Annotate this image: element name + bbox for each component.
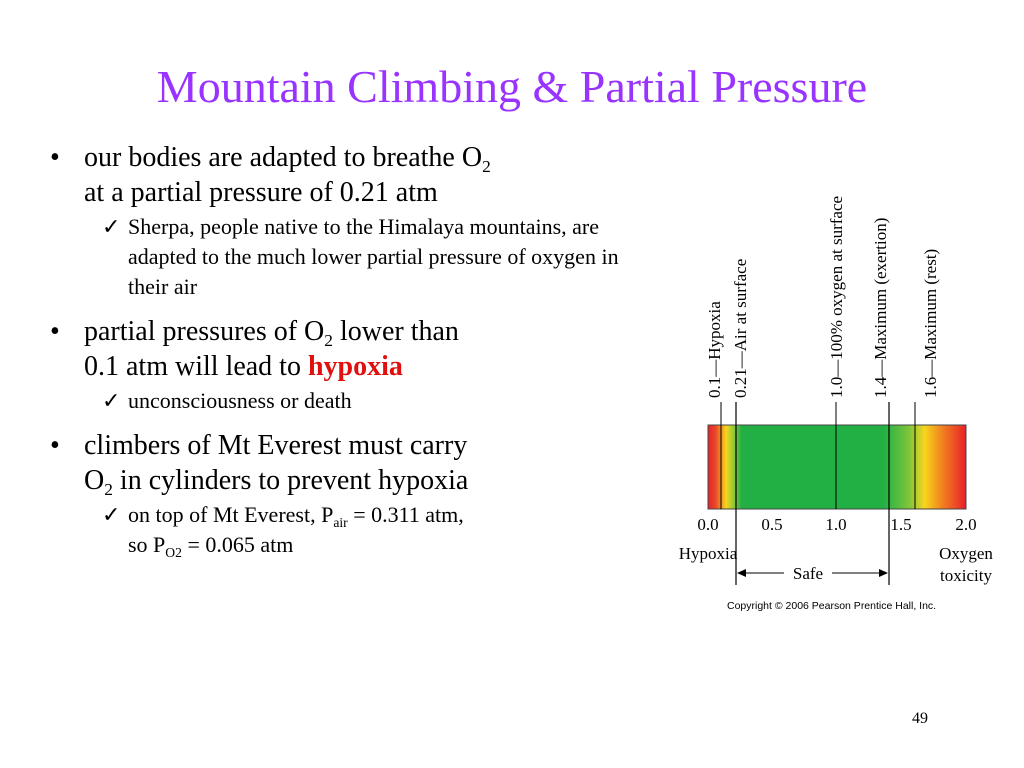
tick-label-0.0: 0.0: [697, 515, 719, 534]
label-hypoxia-0.1: 0.1—Hypoxia: [705, 301, 724, 398]
label-100-oxygen: 1.0—100% oxygen at surface: [827, 195, 846, 398]
safe-region-label: Safe: [792, 564, 824, 583]
bullet-dot: •: [50, 316, 60, 347]
checkmark-icon: ✓: [102, 214, 121, 239]
sub-bullet-text: = 0.311 atm,: [347, 502, 464, 527]
sub-bullet-text: Sherpa, people native to the Himalaya mountains, are adapted to the much lower partial pressure of oxygen in their air: [128, 214, 619, 299]
label-max-exertion: 1.4—Maximum (exertion): [871, 217, 890, 398]
tick-label-1.0: 1.0: [825, 515, 847, 534]
safe-arrowhead-left: [737, 569, 746, 577]
bullet-text: lower than: [332, 316, 459, 347]
bullet-text: O: [84, 465, 105, 496]
sub-bullet-everest-pressure: [50, 500, 690, 560]
safe-arrowhead-right: [879, 569, 888, 577]
bullet-text: our bodies are adapted to breathe O: [84, 142, 483, 173]
hypoxia-highlight: hypoxia: [307, 351, 403, 382]
pressure-color-bar: [708, 425, 966, 509]
checkmark-icon: ✓: [102, 388, 121, 413]
oxygen-partial-pressure-figure: [660, 140, 1020, 620]
tick-label-0.5: 0.5: [761, 515, 783, 534]
subscript: O2: [165, 544, 182, 560]
bullet-hypoxia: [50, 314, 690, 384]
subscript: air: [333, 514, 348, 530]
sub-bullet-unconsciousness: [50, 386, 690, 416]
subscript: 2: [104, 480, 113, 500]
hypoxia-region-label: Hypoxia: [678, 544, 738, 563]
label-air-surface: 0.21—Air at surface: [731, 258, 750, 398]
sub-bullet-text: on top of Mt Everest, P: [128, 502, 334, 527]
tick-label-1.5: 1.5: [890, 515, 912, 534]
tick-label-2.0: 2.0: [955, 515, 977, 534]
bullet-text: partial pressures of O: [84, 316, 325, 347]
slide-title: Mountain Climbing & Partial Pressure: [156, 61, 868, 112]
toxicity-label-line2: toxicity: [940, 566, 992, 585]
bullet-body-adaptation: [50, 140, 690, 210]
page-number: 49: [912, 710, 928, 727]
bullet-dot: •: [50, 430, 60, 461]
sub-bullet-text: = 0.065 atm: [181, 532, 294, 557]
bullet-text: climbers of Mt Everest must carry: [84, 430, 468, 461]
subscript: 2: [324, 331, 333, 351]
bullet-text: at a partial pressure of 0.21 atm: [84, 177, 438, 208]
sub-bullet-text: unconsciousness or death: [128, 388, 352, 413]
toxicity-label-line1: Oxygen: [939, 544, 993, 563]
bullet-dot: •: [50, 142, 60, 173]
bullet-text: in cylinders to prevent hypoxia: [112, 465, 469, 496]
sub-bullet-sherpa: [50, 212, 648, 302]
checkmark-icon: ✓: [102, 502, 121, 527]
bullet-list: [50, 140, 690, 560]
bullet-text: 0.1 atm will lead to: [84, 351, 308, 382]
subscript: 2: [482, 157, 491, 177]
label-max-rest: 1.6—Maximum (rest): [921, 248, 940, 398]
sub-bullet-text: so P: [128, 532, 166, 557]
copyright-text: Copyright © 2006 Pearson Prentice Hall, Inc.: [727, 600, 937, 612]
bullet-everest: [50, 428, 690, 498]
